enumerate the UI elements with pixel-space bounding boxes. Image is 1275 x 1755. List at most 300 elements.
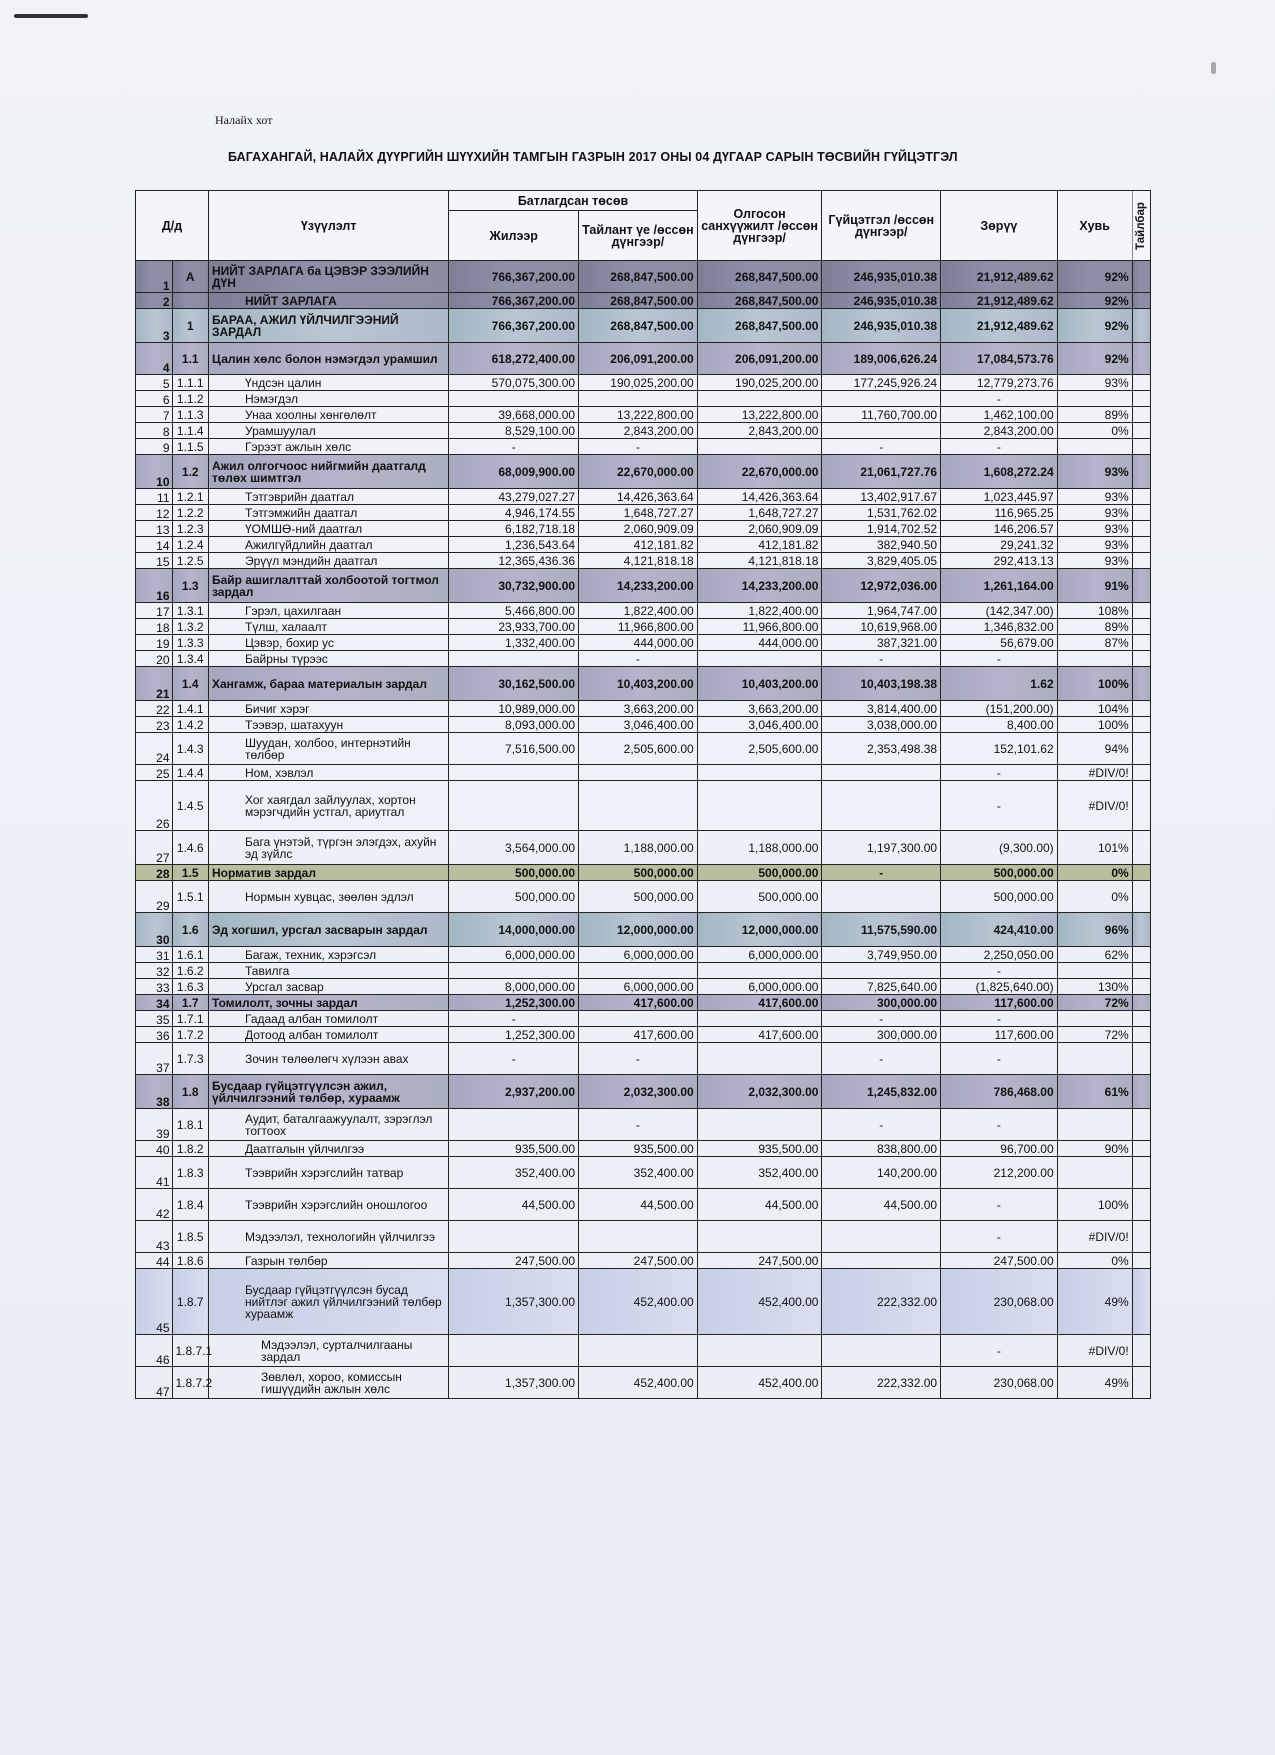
cell-funding: [697, 781, 822, 831]
cell-report: 6,000,000.00: [579, 979, 698, 995]
cell-performance: 1,531,762.02: [822, 505, 941, 521]
row-code: 1.4.4: [172, 765, 209, 781]
cell-percent: [1057, 391, 1132, 407]
cell-performance: [822, 963, 941, 979]
cell-difference: 21,912,489.62: [941, 261, 1058, 293]
cell-percent: [1057, 1011, 1132, 1027]
cell-performance: 382,940.50: [822, 537, 941, 553]
cell-percent: 89%: [1057, 407, 1132, 423]
cell-performance: 177,245,926.24: [822, 375, 941, 391]
row-number: 14: [136, 537, 173, 553]
cell-note: [1132, 781, 1150, 831]
cell-note: [1132, 635, 1150, 651]
cell-performance: 838,800.00: [822, 1141, 941, 1157]
cell-percent: 61%: [1057, 1075, 1132, 1109]
row-indicator: Гэрэл, цахилгаан: [209, 603, 449, 619]
row-number: 29: [136, 881, 173, 913]
row-number: 25: [136, 765, 173, 781]
cell-report: 444,000.00: [579, 635, 698, 651]
table-row: [136, 881, 1151, 913]
cell-funding: 417,600.00: [697, 1027, 822, 1043]
cell-annual: 570,075,300.00: [449, 375, 579, 391]
cell-note: [1132, 667, 1150, 701]
row-indicator: Нэмэгдэл: [209, 391, 449, 407]
table-row: [136, 995, 1151, 1011]
cell-report: 352,400.00: [579, 1157, 698, 1189]
row-code: 1.1: [172, 343, 209, 375]
cell-difference: -: [941, 781, 1058, 831]
cell-report: 412,181.82: [579, 537, 698, 553]
row-code: 1.4: [172, 667, 209, 701]
cell-report: 452,400.00: [579, 1367, 698, 1399]
cell-percent: 100%: [1057, 667, 1132, 701]
cell-percent: [1057, 1157, 1132, 1189]
cell-report: 500,000.00: [579, 865, 698, 881]
cell-percent: 108%: [1057, 603, 1132, 619]
cell-difference: 500,000.00: [941, 865, 1058, 881]
table-row: [136, 635, 1151, 651]
cell-performance: 222,332.00: [822, 1367, 941, 1399]
row-indicator: Тэтгэмжийн даатгал: [209, 505, 449, 521]
cell-difference: 29,241.32: [941, 537, 1058, 553]
row-indicator: Тээврийн хэрэгслийн оношлогоо: [209, 1189, 449, 1221]
cell-funding: 4,121,818.18: [697, 553, 822, 569]
table-row: [136, 343, 1151, 375]
cell-difference: 424,410.00: [941, 913, 1058, 947]
cell-funding: [697, 439, 822, 455]
cell-difference: (142,347.00): [941, 603, 1058, 619]
row-code: 1.7: [172, 995, 209, 1011]
cell-report: -: [579, 439, 698, 455]
col-indicator: Үзүүлэлт: [209, 191, 449, 261]
cell-annual: [449, 391, 579, 407]
row-number: 43: [136, 1221, 173, 1253]
row-code: 1.8.3: [172, 1157, 209, 1189]
cell-funding: [697, 1221, 822, 1253]
row-number: 15: [136, 553, 173, 569]
cell-performance: [822, 781, 941, 831]
row-indicator: Унаа хоолны хөнгөлөлт: [209, 407, 449, 423]
cell-percent: 91%: [1057, 569, 1132, 603]
row-code: 1.2.4: [172, 537, 209, 553]
cell-performance: 10,619,968.00: [822, 619, 941, 635]
cell-funding: [697, 765, 822, 781]
row-indicator: НИЙТ ЗАРЛАГА ба ЦЭВЭР ЗЭЭЛИЙН ДҮН: [209, 261, 449, 293]
cell-funding: [697, 1011, 822, 1027]
cell-performance: 1,245,832.00: [822, 1075, 941, 1109]
cell-funding: 417,600.00: [697, 995, 822, 1011]
cell-performance: [822, 1253, 941, 1269]
cell-difference: 117,600.00: [941, 995, 1058, 1011]
cell-difference: -: [941, 439, 1058, 455]
cell-note: [1132, 1157, 1150, 1189]
table-row: [136, 865, 1151, 881]
cell-difference: 152,101.62: [941, 733, 1058, 765]
cell-percent: 100%: [1057, 717, 1132, 733]
table-row: [136, 1367, 1151, 1399]
cell-report: [579, 765, 698, 781]
row-indicator: Гэрээт ажлын хөлс: [209, 439, 449, 455]
row-indicator: Шуудан, холбоо, интернэтийн төлбөр: [209, 733, 449, 765]
cell-difference: 786,468.00: [941, 1075, 1058, 1109]
cell-percent: 96%: [1057, 913, 1132, 947]
col-difference: Зөрүү: [941, 191, 1058, 261]
cell-report: -: [579, 1043, 698, 1075]
row-indicator: Ном, хэвлэл: [209, 765, 449, 781]
cell-note: [1132, 1253, 1150, 1269]
cell-report: 268,847,500.00: [579, 293, 698, 309]
col-approved: Батлагдсан төсөв: [449, 191, 697, 211]
row-number: 28: [136, 865, 173, 881]
row-code: 1.6: [172, 913, 209, 947]
cell-performance: [822, 765, 941, 781]
row-indicator: Норматив зардал: [209, 865, 449, 881]
table-row: [136, 1189, 1151, 1221]
row-indicator: Бусдаар гүйцэтгүүлсэн бусад нийтлэг ажил үйлчилгээний төлбөр хураамж: [209, 1269, 449, 1335]
row-indicator: Урамшуулал: [209, 423, 449, 439]
table-row: [136, 423, 1151, 439]
cell-percent: [1057, 1043, 1132, 1075]
cell-difference: 2,843,200.00: [941, 423, 1058, 439]
cell-report: 3,046,400.00: [579, 717, 698, 733]
row-indicator: НИЙТ ЗАРЛАГА: [209, 293, 449, 309]
row-code: 1.4.5: [172, 781, 209, 831]
cell-note: [1132, 537, 1150, 553]
cell-performance: [822, 391, 941, 407]
row-code: 1.4.1: [172, 701, 209, 717]
cell-percent: 87%: [1057, 635, 1132, 651]
cell-annual: 247,500.00: [449, 1253, 579, 1269]
row-number: 4: [136, 343, 173, 375]
cell-percent: 93%: [1057, 553, 1132, 569]
cell-report: [579, 963, 698, 979]
row-number: 46: [136, 1335, 173, 1367]
cell-funding: 10,403,200.00: [697, 667, 822, 701]
cell-funding: 247,500.00: [697, 1253, 822, 1269]
cell-annual: 7,516,500.00: [449, 733, 579, 765]
cell-percent: [1057, 439, 1132, 455]
cell-performance: 222,332.00: [822, 1269, 941, 1335]
cell-difference: 212,200.00: [941, 1157, 1058, 1189]
cell-report: 10,403,200.00: [579, 667, 698, 701]
row-number: 10: [136, 455, 173, 489]
cell-note: [1132, 947, 1150, 963]
row-code: 1.4.3: [172, 733, 209, 765]
cell-note: [1132, 733, 1150, 765]
row-number: 33: [136, 979, 173, 995]
row-code: 1.8.2: [172, 1141, 209, 1157]
row-code: 1.6.3: [172, 979, 209, 995]
row-indicator: Зочин төлөөлөгч хүлээн авах: [209, 1043, 449, 1075]
table-row: [136, 455, 1151, 489]
cell-funding: 190,025,200.00: [697, 375, 822, 391]
cell-percent: 93%: [1057, 537, 1132, 553]
row-code: 1.3.3: [172, 635, 209, 651]
cell-funding: 1,648,727.27: [697, 505, 822, 521]
cell-difference: -: [941, 1011, 1058, 1027]
cell-performance: -: [822, 1109, 941, 1141]
cell-report: 452,400.00: [579, 1269, 698, 1335]
table-row: [136, 261, 1151, 293]
cell-performance: 1,197,300.00: [822, 831, 941, 865]
row-indicator: Тээвэр, шатахуун: [209, 717, 449, 733]
cell-percent: 92%: [1057, 343, 1132, 375]
cell-percent: 0%: [1057, 423, 1132, 439]
cell-difference: -: [941, 1335, 1058, 1367]
table-row: [136, 1109, 1151, 1141]
cell-difference: 500,000.00: [941, 881, 1058, 913]
cell-annual: 10,989,000.00: [449, 701, 579, 717]
cell-funding: 412,181.82: [697, 537, 822, 553]
table-row: [136, 309, 1151, 343]
cell-difference: 1,608,272.24: [941, 455, 1058, 489]
cell-funding: 3,663,200.00: [697, 701, 822, 717]
row-indicator: Даатгалын үйлчилгээ: [209, 1141, 449, 1157]
row-indicator: ҮОМШӨ-ний даатгал: [209, 521, 449, 537]
cell-performance: 44,500.00: [822, 1189, 941, 1221]
cell-performance: 13,402,917.67: [822, 489, 941, 505]
cell-percent: 0%: [1057, 865, 1132, 881]
cell-note: [1132, 261, 1150, 293]
cell-performance: 12,972,036.00: [822, 569, 941, 603]
cell-funding: 11,966,800.00: [697, 619, 822, 635]
cell-annual: 8,529,100.00: [449, 423, 579, 439]
cell-difference: -: [941, 1221, 1058, 1253]
row-indicator: Мэдээлэл, сурталчилгааны зардал: [209, 1335, 449, 1367]
cell-difference: 230,068.00: [941, 1269, 1058, 1335]
cell-note: [1132, 1335, 1150, 1367]
cell-annual: 766,367,200.00: [449, 309, 579, 343]
cell-difference: 146,206.57: [941, 521, 1058, 537]
cell-percent: 62%: [1057, 947, 1132, 963]
row-indicator: Тээврийн хэрэгслийн татвар: [209, 1157, 449, 1189]
cell-difference: 247,500.00: [941, 1253, 1058, 1269]
cell-annual: [449, 1335, 579, 1367]
cell-note: [1132, 651, 1150, 667]
cell-percent: 0%: [1057, 881, 1132, 913]
cell-note: [1132, 569, 1150, 603]
cell-annual: 43,279,027.27: [449, 489, 579, 505]
cell-report: 22,670,000.00: [579, 455, 698, 489]
row-indicator: Томилолт, зочны зардал: [209, 995, 449, 1011]
cell-annual: 1,332,400.00: [449, 635, 579, 651]
cell-funding: 14,426,363.64: [697, 489, 822, 505]
cell-performance: [822, 1221, 941, 1253]
cell-performance: 7,825,640.00: [822, 979, 941, 995]
table-row: [136, 293, 1151, 309]
row-number: 19: [136, 635, 173, 651]
cell-report: 935,500.00: [579, 1141, 698, 1157]
cell-percent: 93%: [1057, 375, 1132, 391]
row-code: 1.8.1: [172, 1109, 209, 1141]
row-number: 5: [136, 375, 173, 391]
table-row: [136, 553, 1151, 569]
cell-performance: 246,935,010.38: [822, 261, 941, 293]
row-number: 35: [136, 1011, 173, 1027]
cell-percent: 89%: [1057, 619, 1132, 635]
row-code: А: [172, 261, 209, 293]
table-row: [136, 733, 1151, 765]
cell-funding: 44,500.00: [697, 1189, 822, 1221]
cell-note: [1132, 1141, 1150, 1157]
cell-annual: 30,162,500.00: [449, 667, 579, 701]
cell-note: [1132, 1011, 1150, 1027]
cell-difference: -: [941, 1189, 1058, 1221]
cell-percent: 72%: [1057, 995, 1132, 1011]
row-code: 1.8.4: [172, 1189, 209, 1221]
row-indicator: Аудит, баталгаажуулалт, зэрэглэл тогтоох: [209, 1109, 449, 1141]
row-indicator: Бусдаар гүйцэтгүүлсэн ажил, үйлчилгээний төлбөр, хураамж: [209, 1075, 449, 1109]
cell-performance: [822, 1335, 941, 1367]
cell-funding: 1,188,000.00: [697, 831, 822, 865]
table-row: [136, 619, 1151, 635]
cell-performance: 3,749,950.00: [822, 947, 941, 963]
row-code: 1.2: [172, 455, 209, 489]
table-row: [136, 781, 1151, 831]
cell-note: [1132, 979, 1150, 995]
row-number: 38: [136, 1075, 173, 1109]
cell-funding: 1,822,400.00: [697, 603, 822, 619]
cell-funding: 13,222,800.00: [697, 407, 822, 423]
cell-annual: 3,564,000.00: [449, 831, 579, 865]
cell-percent: 49%: [1057, 1269, 1132, 1335]
cell-report: 6,000,000.00: [579, 947, 698, 963]
cell-note: [1132, 293, 1150, 309]
row-code: 1.7.3: [172, 1043, 209, 1075]
cell-annual: 68,009,900.00: [449, 455, 579, 489]
document-title: БАГАХАНГАЙ, НАЛАЙХ ДҮҮРГИЙН ШҮҮХИЙН ТАМГЫН ГАЗРЫН 2017 ОНЫ 04 ДҮГААР САРЫН ТӨСВИЙН ГҮЙЦЭТГЭЛ: [228, 150, 958, 164]
row-number: 42: [136, 1189, 173, 1221]
cell-report: [579, 781, 698, 831]
city-label: Налайх хот: [215, 113, 273, 127]
cell-report: 1,188,000.00: [579, 831, 698, 865]
cell-percent: 92%: [1057, 261, 1132, 293]
cell-report: -: [579, 1109, 698, 1141]
cell-annual: 352,400.00: [449, 1157, 579, 1189]
cell-report: 11,966,800.00: [579, 619, 698, 635]
row-number: 9: [136, 439, 173, 455]
cell-percent: 92%: [1057, 293, 1132, 309]
table-row: [136, 537, 1151, 553]
cell-percent: 130%: [1057, 979, 1132, 995]
cell-note: [1132, 1269, 1150, 1335]
row-indicator: Түлш, халаалт: [209, 619, 449, 635]
col-percent: Хувь: [1057, 191, 1132, 261]
row-code: 1.5.1: [172, 881, 209, 913]
cell-report: 1,648,727.27: [579, 505, 698, 521]
cell-annual: [449, 765, 579, 781]
cell-funding: [697, 963, 822, 979]
cell-note: [1132, 521, 1150, 537]
cell-difference: -: [941, 963, 1058, 979]
cell-annual: 766,367,200.00: [449, 261, 579, 293]
cell-annual: [449, 651, 579, 667]
row-number: 12: [136, 505, 173, 521]
row-code: [172, 293, 209, 309]
cell-note: [1132, 309, 1150, 343]
row-code: 1.6.1: [172, 947, 209, 963]
row-code: 1.2.3: [172, 521, 209, 537]
row-code: 1.4.6: [172, 831, 209, 865]
cell-funding: 268,847,500.00: [697, 293, 822, 309]
row-code: 1.1.1: [172, 375, 209, 391]
cell-note: [1132, 1075, 1150, 1109]
row-code: 1.4.2: [172, 717, 209, 733]
cell-report: 2,032,300.00: [579, 1075, 698, 1109]
cell-annual: 23,933,700.00: [449, 619, 579, 635]
cell-difference: 116,965.25: [941, 505, 1058, 521]
cell-note: [1132, 765, 1150, 781]
col-note: Тайлбар: [1132, 191, 1150, 261]
cell-funding: [697, 1109, 822, 1141]
table-row: [136, 1269, 1151, 1335]
cell-annual: 935,500.00: [449, 1141, 579, 1157]
cell-note: [1132, 343, 1150, 375]
cell-difference: 96,700.00: [941, 1141, 1058, 1157]
cell-annual: 30,732,900.00: [449, 569, 579, 603]
cell-percent: #DIV/0!: [1057, 1221, 1132, 1253]
table-row: [136, 913, 1151, 947]
cell-note: [1132, 717, 1150, 733]
cell-annual: 2,937,200.00: [449, 1075, 579, 1109]
table-row: [136, 765, 1151, 781]
cell-difference: 1,462,100.00: [941, 407, 1058, 423]
cell-report: 2,843,200.00: [579, 423, 698, 439]
cell-funding: 14,233,200.00: [697, 569, 822, 603]
row-code: 1.2.2: [172, 505, 209, 521]
cell-note: [1132, 391, 1150, 407]
cell-annual: 4,946,174.55: [449, 505, 579, 521]
cell-annual: 12,365,436.36: [449, 553, 579, 569]
cell-annual: 500,000.00: [449, 881, 579, 913]
cell-note: [1132, 505, 1150, 521]
cell-note: [1132, 553, 1150, 569]
cell-performance: 300,000.00: [822, 1027, 941, 1043]
row-number: 23: [136, 717, 173, 733]
cell-difference: 17,084,573.76: [941, 343, 1058, 375]
cell-funding: 6,000,000.00: [697, 947, 822, 963]
col-performance: Гүйцэтгэл /өссөн дүнгээр/: [822, 191, 941, 261]
cell-report: 247,500.00: [579, 1253, 698, 1269]
cell-annual: [449, 1109, 579, 1141]
cell-performance: 10,403,198.38: [822, 667, 941, 701]
row-indicator: Дотоод албан томилолт: [209, 1027, 449, 1043]
cell-percent: [1057, 651, 1132, 667]
cell-annual: 766,367,200.00: [449, 293, 579, 309]
table-row: [136, 391, 1151, 407]
cell-report: [579, 391, 698, 407]
cell-percent: 93%: [1057, 455, 1132, 489]
row-code: 1.3: [172, 569, 209, 603]
row-code: 1.2.5: [172, 553, 209, 569]
cell-note: [1132, 455, 1150, 489]
row-number: 44: [136, 1253, 173, 1269]
row-indicator: Байрны түрээс: [209, 651, 449, 667]
row-indicator: Газрын төлбөр: [209, 1253, 449, 1269]
cell-performance: 300,000.00: [822, 995, 941, 1011]
cell-funding: 500,000.00: [697, 865, 822, 881]
cell-funding: 268,847,500.00: [697, 261, 822, 293]
cell-performance: 3,038,000.00: [822, 717, 941, 733]
cell-performance: 246,935,010.38: [822, 293, 941, 309]
row-number: 41: [136, 1157, 173, 1189]
row-number: 34: [136, 995, 173, 1011]
cell-difference: -: [941, 391, 1058, 407]
cell-difference: 12,779,273.76: [941, 375, 1058, 391]
cell-funding: 444,000.00: [697, 635, 822, 651]
cell-difference: 292,413.13: [941, 553, 1058, 569]
cell-annual: 1,357,300.00: [449, 1367, 579, 1399]
